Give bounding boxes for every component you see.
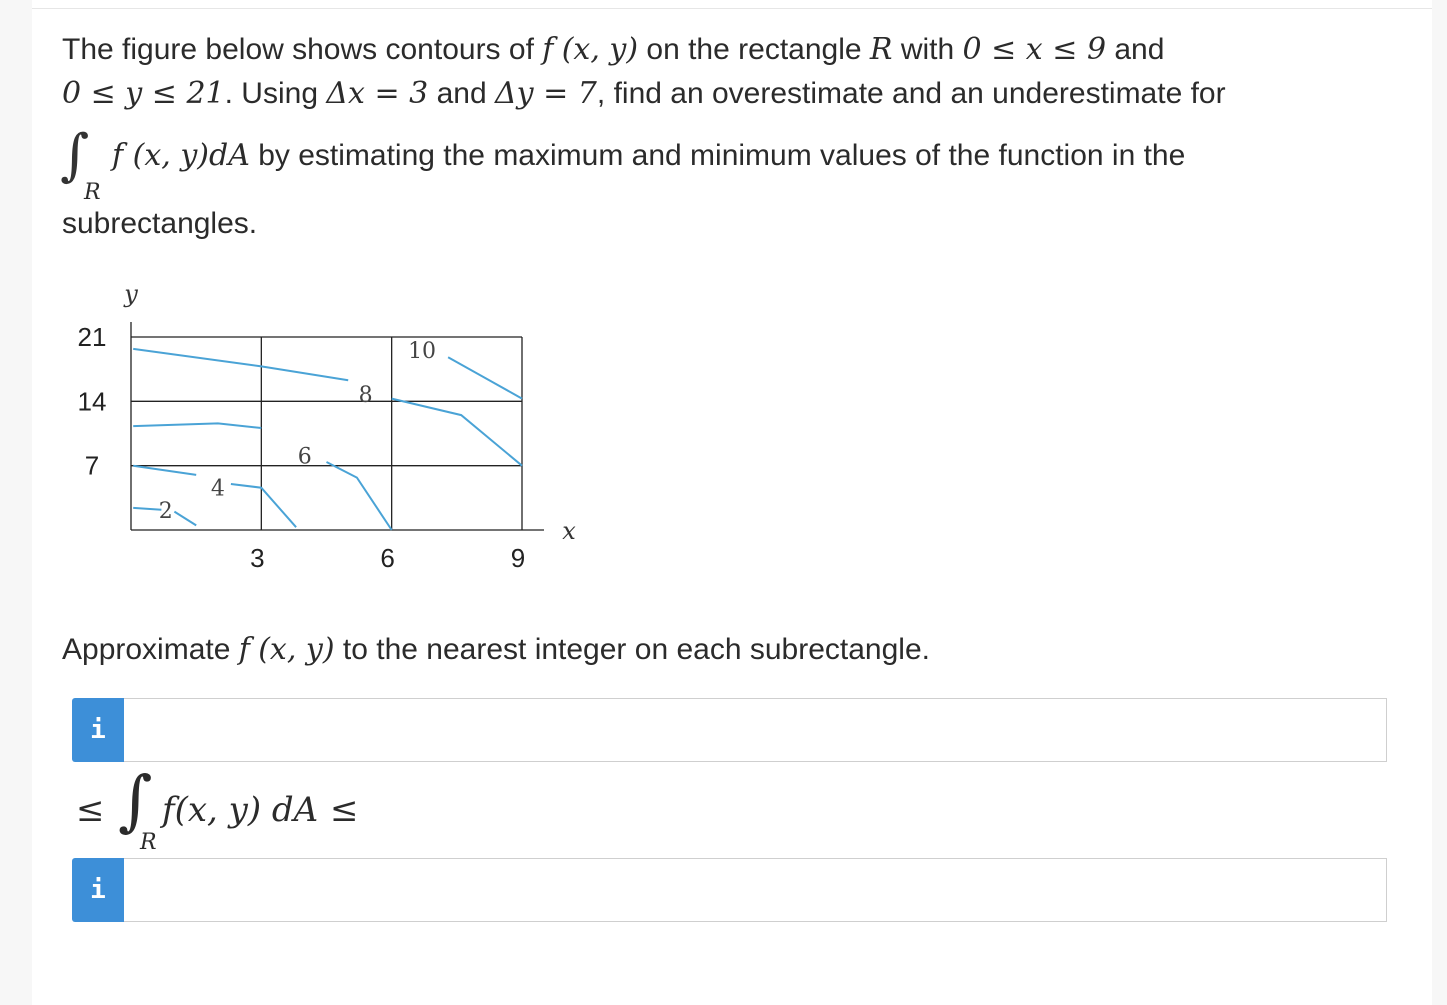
x-tick-label-3: 3 bbox=[250, 543, 265, 573]
inequality-integral-sign: ∫ bbox=[118, 762, 153, 839]
integral-sign: ∫ bbox=[60, 123, 90, 188]
y-tick-label-14: 14 bbox=[77, 386, 107, 417]
contour-line-2 bbox=[133, 508, 161, 510]
underestimate-input[interactable] bbox=[124, 698, 1387, 762]
contour-line-2-tail bbox=[174, 512, 196, 526]
integral-inequality bbox=[72, 762, 472, 858]
contour-plot bbox=[60, 272, 620, 592]
inequality-expression: f(x, y) dA bbox=[162, 790, 319, 830]
contour-label-2: 2 bbox=[158, 498, 173, 524]
y-tick-label-21: 21 bbox=[77, 322, 107, 352]
question-line-4: subrectangles. bbox=[62, 207, 258, 240]
contour-line-6 bbox=[133, 423, 261, 428]
contour-label-4: 4 bbox=[210, 476, 225, 502]
contour-line-10 bbox=[448, 357, 522, 398]
contour-line-4 bbox=[133, 466, 196, 475]
contour-line-8-tail bbox=[392, 399, 522, 466]
leq-left: ≤ bbox=[76, 790, 105, 830]
integral-subscript: R bbox=[84, 180, 101, 205]
top-divider bbox=[32, 8, 1432, 9]
y-axis-label: y bbox=[124, 280, 138, 308]
contour-line-6-tail bbox=[327, 462, 392, 530]
inequality-subscript: R bbox=[140, 830, 157, 855]
overestimate-input[interactable] bbox=[124, 858, 1387, 922]
leq-right: ≤ bbox=[330, 790, 359, 830]
contour-label-8: 8 bbox=[358, 382, 373, 408]
x-tick-label-6: 6 bbox=[380, 543, 395, 573]
question-line-1: The figure below shows contours of f (x, y) on the rectangle R with 0 ≤ x ≤ 9 and bbox=[62, 32, 1165, 67]
x-tick-label-9: 9 bbox=[510, 543, 526, 573]
question-line-3: f (x, y)dA by estimating the maximum and minimum values of the function in the bbox=[112, 138, 1186, 173]
y-tick-label-7: 7 bbox=[84, 450, 100, 481]
contour-label-10: 10 bbox=[408, 338, 437, 364]
question-line-2: 0 ≤ y ≤ 21. Using Δx = 3 and Δy = 7, find an overestimate and an underestimate for bbox=[62, 76, 1226, 111]
info-button-1[interactable]: i bbox=[72, 698, 124, 762]
x-axis-label: x bbox=[562, 517, 576, 545]
contour-line-8 bbox=[133, 349, 348, 380]
overestimate-row bbox=[72, 858, 1368, 922]
underestimate-row bbox=[72, 698, 1368, 762]
contour-line-4-tail bbox=[231, 484, 296, 527]
approximate-instruction: Approximate f (x, y) to the nearest integer on each subrectangle. bbox=[62, 632, 930, 667]
contour-label-6: 6 bbox=[297, 444, 312, 470]
info-button-2[interactable]: i bbox=[72, 858, 124, 922]
